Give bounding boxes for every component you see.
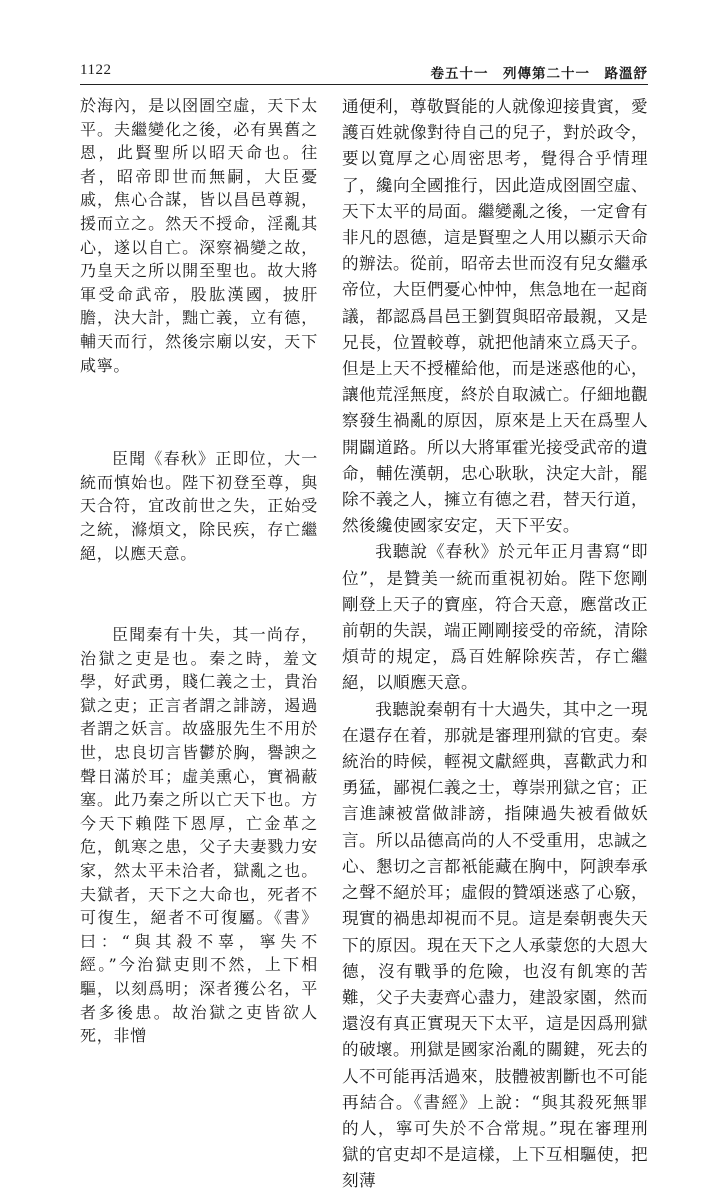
classical-paragraph-1: 於海內，是以囹圄空虛，天下太平。夫繼變化之後，必有異舊之恩，此賢聖所以昭天命也。往者，昭帝即世而無嗣，大臣憂戚，焦心合謀，皆以昌邑尊親，援而立之。然天不授命，淫亂其心，遂以自亡。深察禍變之故，乃皇天之所以開至聖也。故大將軍受命武帝，股肱漢國，披肝膽，決大計，黜亡義，立有德，輔天而行，然後宗廟以安，天下咸寧。 — [80, 96, 318, 375]
header-rule — [80, 84, 648, 85]
classical-paragraph-2: 臣聞《春秋》正即位，大一統而慎始也。陛下初登至尊，與天合符，宜改前世之失，正始受之統，滌煩文，除民疾，存亡繼絕，以應天意。 — [80, 449, 318, 563]
classical-text-column — [80, 94, 318, 1048]
page-header — [80, 62, 648, 84]
translation-column — [342, 94, 648, 1195]
translation-paragraph-1: 通便利，尊敬賢能的人就像迎接貴賓，愛護百姓就像對待自己的兒子，對於政令，要以寬厚之心周密思考，覺得合乎情理了，纔向全國推行，因此造成囹圄空虛、天下太平的局面。繼變亂之後，一定會有非凡的恩德，這是賢聖之人用以顯示天命的辦法。從前，昭帝去世而沒有兒女繼承帝位，大臣們憂心忡忡，焦急地在一起商議，都認爲昌邑王劉賀與昭帝最親，又是兄長，位置較尊，就把他請來立爲天子。但是上天不授權給他，而是迷惑他的心，讓他荒淫無度，終於自取滅亡。仔細地觀察發生禍亂的原因，原來是上天在爲聖人開闢道路。所以大將軍霍光接受武帝的遺命，輔佐漢朝，忠心耿耿，決定大計，罷除不義之人，擁立有德之君，替天行道，然後纔使國家安定，天下平安。 — [342, 97, 648, 536]
classical-paragraph-3: 臣聞秦有十失，其一尚存，治獄之吏是也。秦之時，羞文學，好武勇，賤仁義之士，貴治獄之吏；正言者謂之誹謗，遏過者謂之妖言。故盛服先生不用於世，忠良切言皆鬱於胸，譽諛之聲日滿於耳；虛美熏心，實禍蔽塞。此乃秦之所以亡天下也。方今天下賴陛下恩厚，亡金革之危，飢寒之患，父子夫妻戮力安家，然太平未洽者，獄亂之也。夫獄者，天下之大命也，死者不可復生，絕者不可復屬。《書》曰：“與其殺不辜，寧失不經。”今治獄吏則不然，上下相驅，以刻爲明；深者獲公名，平者多後患。故治獄之吏皆欲人死，非憎 — [80, 625, 318, 1046]
page-number: 1122 — [80, 62, 112, 78]
running-title: 卷五十一 列傳第二十一 路溫舒 — [430, 66, 648, 82]
translation-paragraph-3: 我聽說秦朝有十大過失，其中之一現在還存在着，那就是審理刑獄的官吏。秦統治的時候，輕視文獻經典，喜歡武力和勇猛，鄙視仁義之士，尊崇刑獄之官；正言進諫被當做誹謗，指陳過失被看做妖言。所以品德高尚的人不受重用，忠誠之心、懇切之言都衹能藏在胸中，阿諛奉承之聲不絕於耳；虛假的贊頌迷惑了心竅，現實的禍患却視而不見。這是秦朝喪失天下的原因。現在天下之人承蒙您的大恩大德，沒有戰爭的危險，也沒有飢寒的苦難，父子夫妻齊心盡力，建設家園，然而還沒有真正實現天下太平，這是因爲刑獄的破壞。刑獄是國家治亂的關鍵，死去的人不可能再活過來，肢體被割斷也不可能再結合。《書經》上說：“與其殺死無罪的人，寧可失於不合常規。”現在審理刑獄的官吏却不是這樣，上下互相驅使，把刻薄 — [342, 699, 648, 1191]
translation-paragraph-2: 我聽說《春秋》於元年正月書寫“即位”，是贊美一統而重視初始。陛下您剛剛登上天子的寶座，符合天意，應當改正前朝的失誤，端正剛剛接受的帝統，清除煩苛的規定，爲百姓解除疾苦，存亡繼絕，以順應天意。 — [342, 542, 648, 693]
